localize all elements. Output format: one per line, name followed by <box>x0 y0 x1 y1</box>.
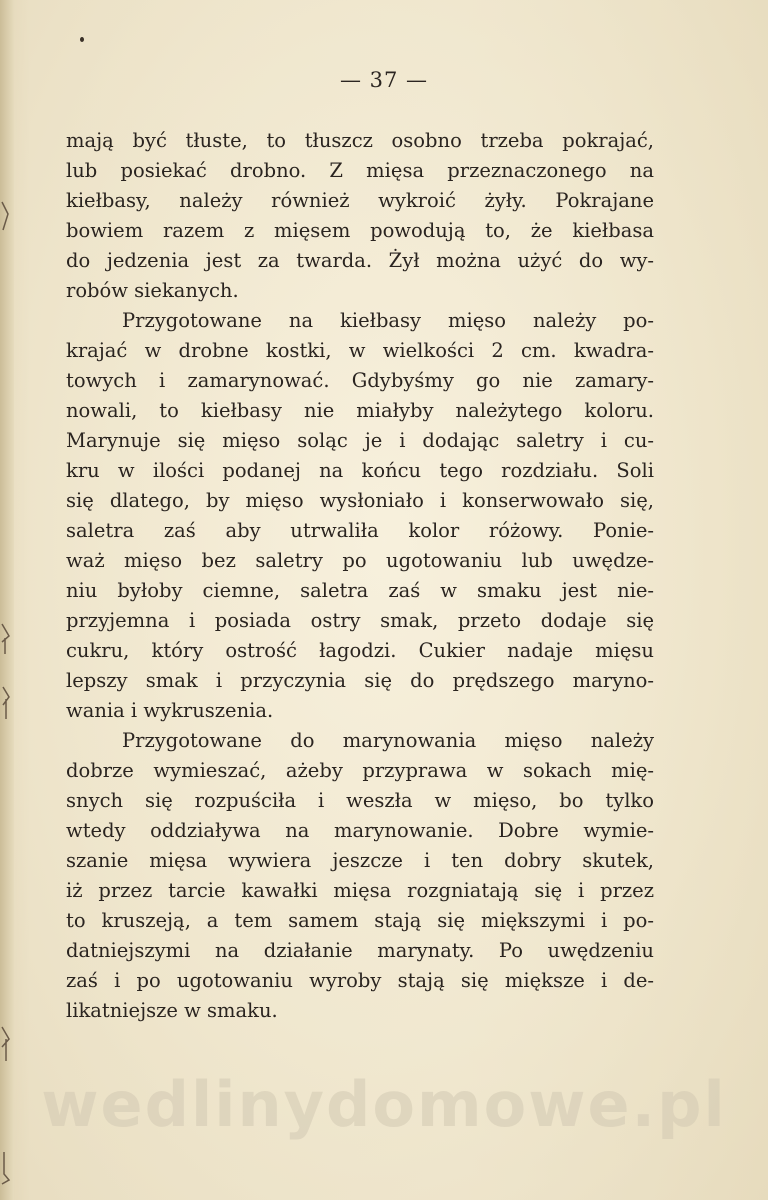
binding-thread-mark <box>0 1025 12 1061</box>
binding-thread-mark <box>0 685 12 721</box>
text-line: wania i wykruszenia. <box>66 699 274 722</box>
binding-thread-mark <box>0 200 12 236</box>
binding-thread-mark <box>0 620 12 656</box>
text-line: Marynuje się mięso soląc je i dodając saletry i cu- <box>66 429 654 452</box>
text-line: waż mięso bez saletry po ugotowaniu lub uwędze- <box>66 549 654 572</box>
text-line: mają być tłuste, to tłuszcz osobno trzeba pokrajać, <box>66 129 654 152</box>
text-line: kru w ilości podanej na końcu tego rozdziału. Soli <box>66 459 654 482</box>
text-line: towych i zamarynować. Gdybyśmy go nie zamary- <box>66 369 654 392</box>
text-line: Przygotowane do marynowania mięso należy <box>122 729 654 752</box>
watermark: wedlinydomowe.pl <box>41 1068 727 1141</box>
text-line: wtedy oddziaływa na marynowanie. Dobre wymie- <box>66 819 654 842</box>
ink-speck <box>80 37 84 42</box>
text-line: szanie mięsa wywiera jeszcze i ten dobry skutek, <box>66 849 654 872</box>
text-line: saletra zaś aby utrwaliła kolor różowy. Ponie- <box>66 519 654 542</box>
text-line: dobrze wymieszać, ażeby przyprawa w sokach mię- <box>66 759 654 782</box>
text-line: snych się rozpuściła i weszła w mięso, bo tylko <box>66 789 654 812</box>
text-line: to kruszeją, a tem samem stają się miększymi i po- <box>66 909 654 932</box>
text-line: robów siekanych. <box>66 279 239 302</box>
text-line: do jedzenia jest za twarda. Żył można użyć do wy- <box>66 249 654 272</box>
text-line: lub posiekać drobno. Z mięsa przeznaczonego na <box>66 159 654 182</box>
text-line: likatniejsze w smaku. <box>66 999 278 1022</box>
text-line: Przygotowane na kiełbasy mięso należy po- <box>122 309 654 332</box>
text-line: lepszy smak i przyczynia się do prędszego maryno- <box>66 669 654 692</box>
text-line: się dlatego, by mięso wysłoniało i konserwowało się, <box>66 489 654 512</box>
page-binding-edge <box>0 0 14 1200</box>
text-line: krajać w drobne kostki, w wielkości 2 cm. kwadra- <box>66 339 654 362</box>
text-line: zaś i po ugotowaniu wyroby stają się miększe i de- <box>66 969 654 992</box>
text-line: nowali, to kiełbasy nie miałyby należytego koloru. <box>66 399 654 422</box>
page-number: — 37 — <box>339 68 429 92</box>
text-line: przyjemna i posiada ostry smak, przeto dodaje się <box>66 609 654 632</box>
body-text <box>66 126 654 1026</box>
text-line: niu byłoby ciemne, saletra zaś w smaku jest nie- <box>66 579 654 602</box>
text-line: datniejszymi na działanie marynaty. Po uwędzeniu <box>66 939 654 962</box>
text-line: cukru, który ostrość łagodzi. Cukier nadaje mięsu <box>66 639 654 662</box>
text-line: bowiem razem z mięsem powodują to, że kiełbasa <box>66 219 654 242</box>
binding-thread-mark <box>0 1150 12 1186</box>
text-line: kiełbasy, należy również wykroić żyły. Pokrajane <box>66 189 654 212</box>
text-line: iż przez tarcie kawałki mięsa rozgniatają się i przez <box>66 879 654 902</box>
